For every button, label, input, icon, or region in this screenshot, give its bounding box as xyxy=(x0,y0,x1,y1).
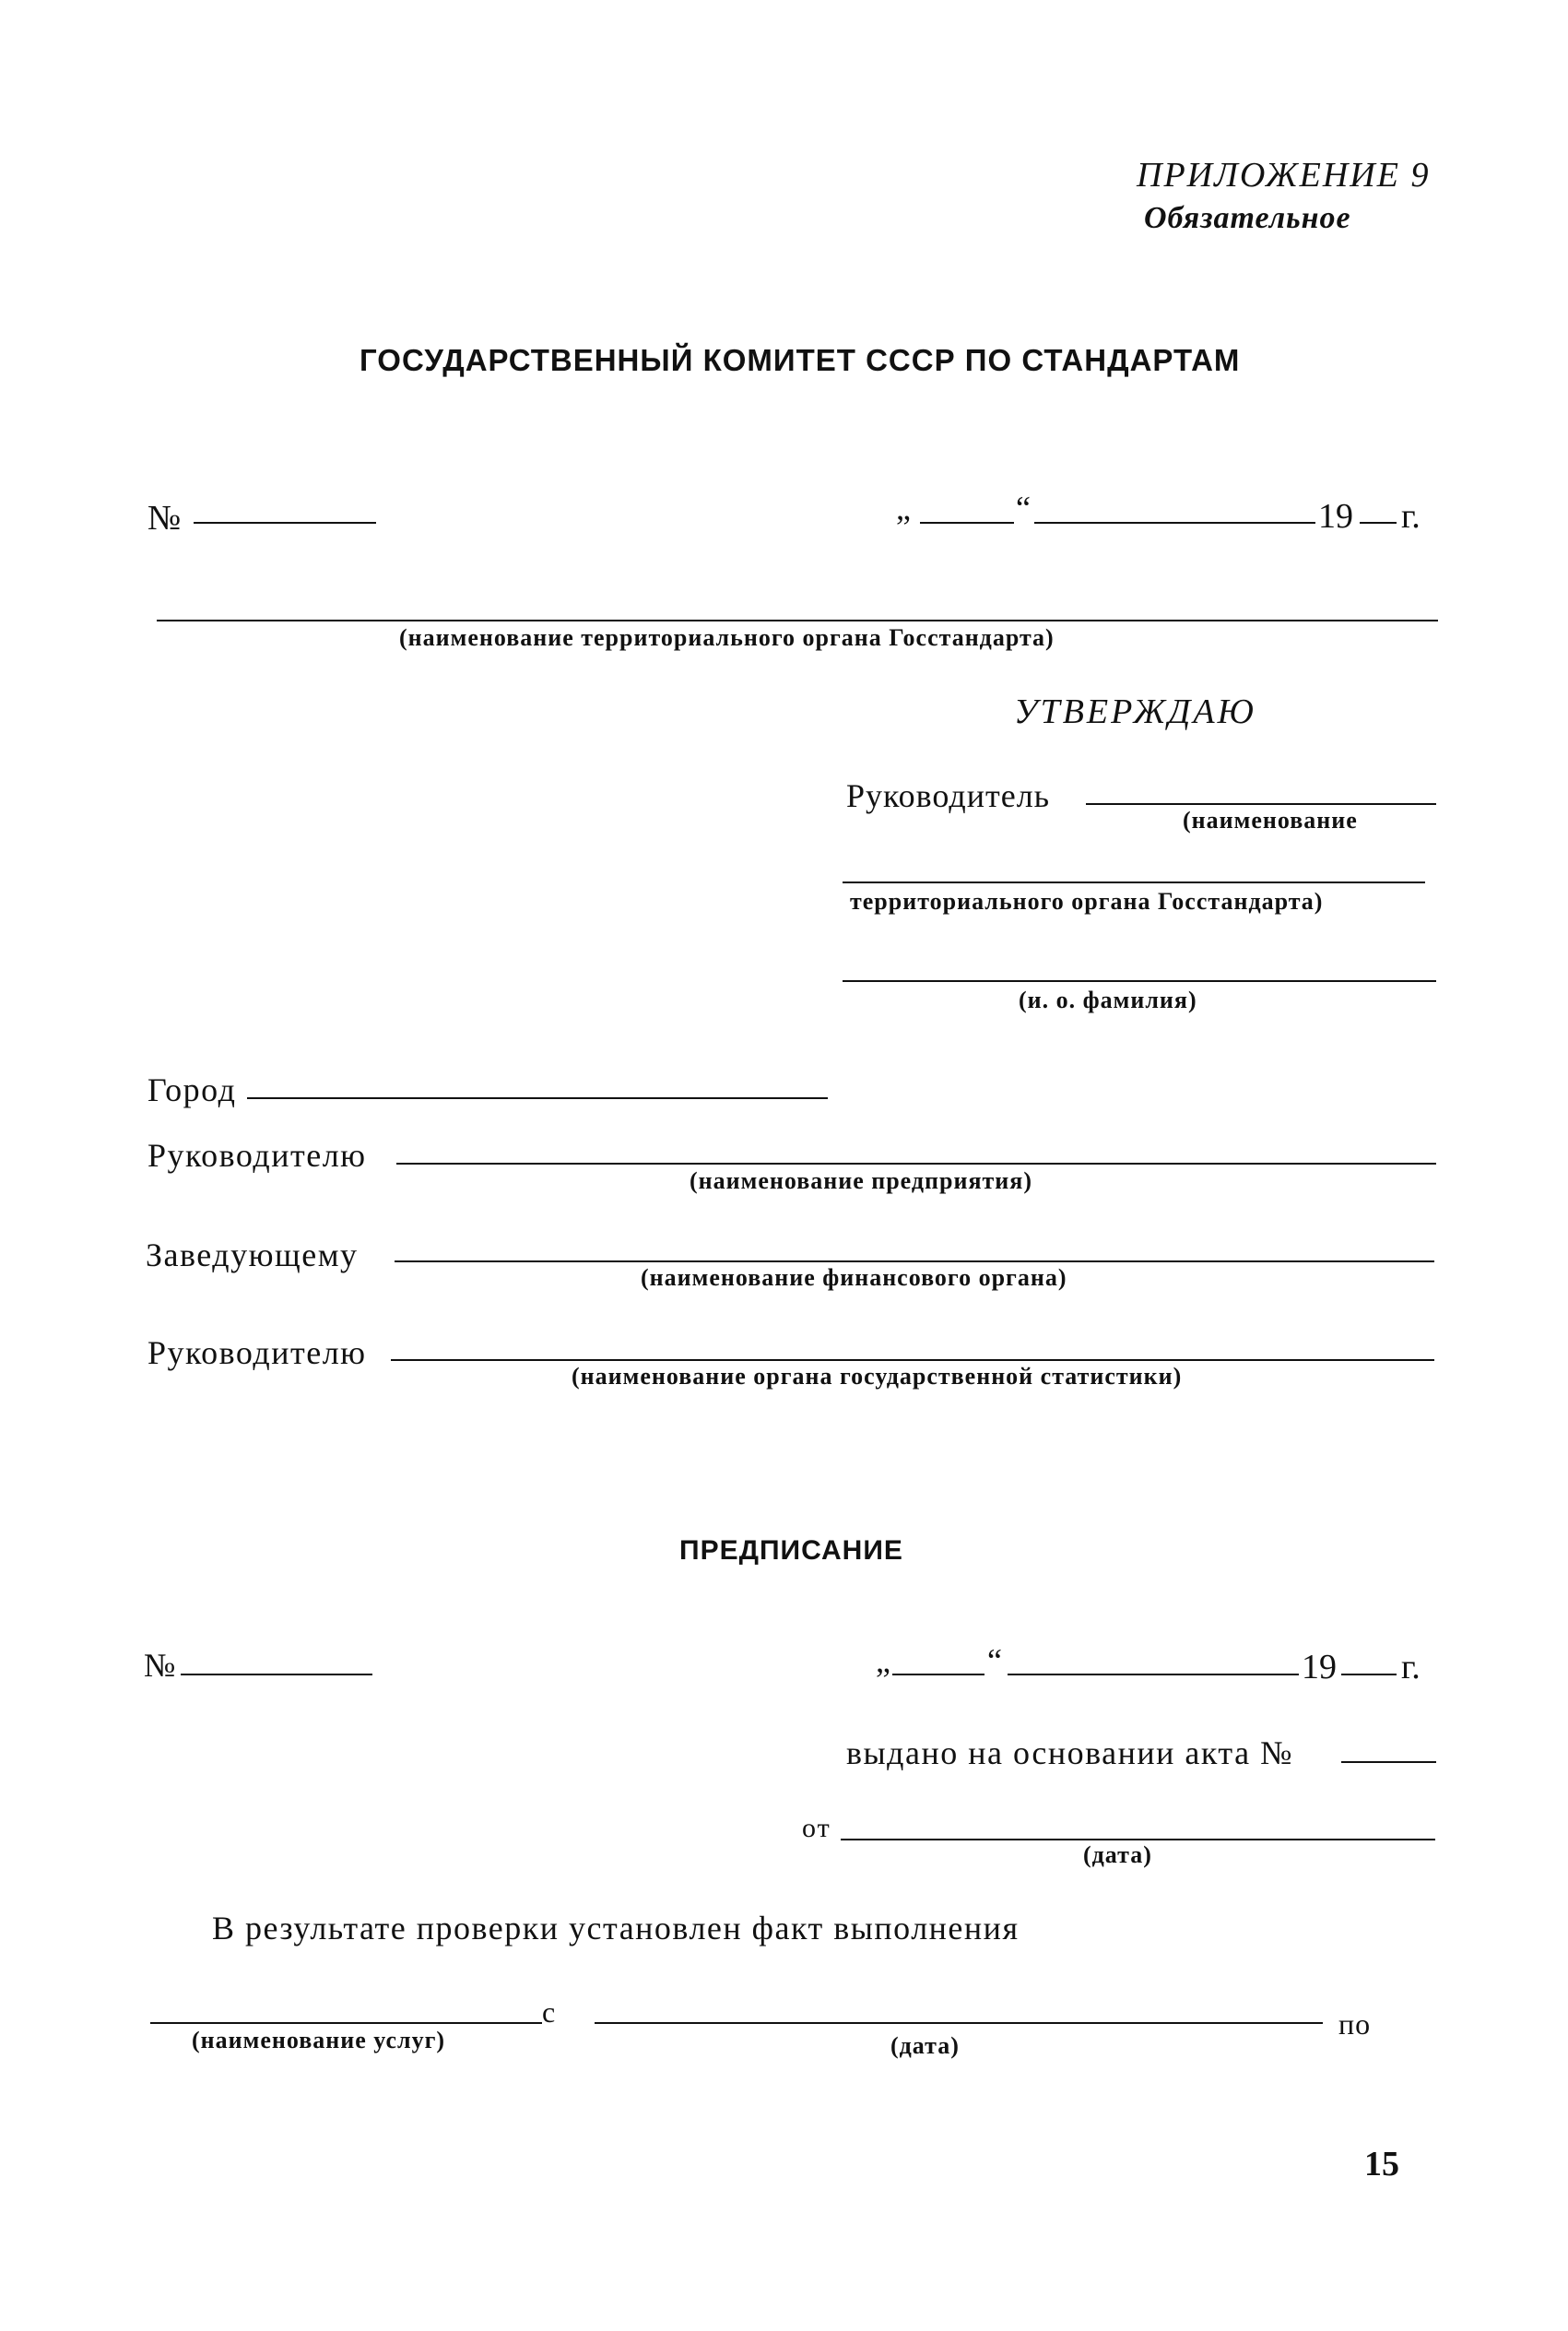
order-date-day-line xyxy=(892,1674,984,1675)
territorial-caption: (наименование территориального органа Госстандарта) xyxy=(399,624,1055,651)
act-date-caption: (дата) xyxy=(1083,1841,1152,1868)
services-date-caption: (дата) xyxy=(890,2032,960,2059)
number-sign: № xyxy=(147,499,182,538)
manager-label: Заведующему xyxy=(146,1236,359,1273)
year-line xyxy=(1360,522,1397,524)
year-prefix: 19 xyxy=(1318,497,1353,536)
enterprise-caption: (наименование предприятия) xyxy=(690,1167,1032,1194)
services-date-line xyxy=(595,2022,1323,2024)
city-label: Город xyxy=(147,1071,237,1108)
enterprise-line xyxy=(396,1163,1436,1165)
number-line xyxy=(194,522,376,524)
appendix-title: ПРИЛОЖЕНИЕ 9 xyxy=(1137,156,1431,195)
appendix-subtitle: Обязательное xyxy=(1144,201,1351,235)
approval-organ-line xyxy=(843,882,1425,883)
from-c: с xyxy=(542,1995,556,2029)
date-quote-close: “ xyxy=(1016,490,1031,527)
order-number-sign: № xyxy=(144,1647,176,1684)
order-year-suffix: г. xyxy=(1401,1648,1421,1686)
head1-label: Руководителю xyxy=(147,1137,367,1174)
act-number-line xyxy=(1341,1761,1436,1763)
to-label: по xyxy=(1338,2007,1372,2041)
date-month-line xyxy=(1034,522,1315,524)
stats-caption: (наименование органа государственной статистики) xyxy=(572,1363,1183,1390)
approval-fio-line xyxy=(843,980,1436,982)
year-suffix: г. xyxy=(1401,497,1421,536)
approval-caption-organ: территориального органа Госстандарта) xyxy=(850,888,1324,915)
date-quote-open: „ xyxy=(896,490,911,527)
order-date-month-line xyxy=(1008,1674,1299,1675)
issued-text: выдано на основании акта № xyxy=(846,1734,1293,1771)
from-label: от xyxy=(802,1813,831,1843)
approval-caption-fio: (и. о. фамилия) xyxy=(1019,987,1197,1013)
act-date-line xyxy=(841,1839,1435,1840)
committee-title: ГОСУДАРСТВЕННЫЙ КОМИТЕТ СССР ПО СТАНДАРТАМ xyxy=(360,343,1241,377)
approval-head-line xyxy=(1086,803,1436,805)
check-text: В результате проверки установлен факт выполнения xyxy=(212,1910,1020,1946)
order-number-line xyxy=(181,1674,372,1675)
approval-head-label: Руководитель xyxy=(846,777,1051,814)
order-year-prefix: 19 xyxy=(1302,1648,1337,1686)
territorial-line xyxy=(157,620,1438,621)
finance-caption: (наименование финансового органа) xyxy=(641,1264,1067,1291)
head2-label: Руководителю xyxy=(147,1334,367,1371)
date-day-line xyxy=(920,522,1014,524)
approve-label: УТВЕРЖДАЮ xyxy=(1014,692,1256,731)
order-date-quote-close: “ xyxy=(987,1642,1002,1679)
order-year-line xyxy=(1341,1674,1397,1675)
services-line xyxy=(150,2022,542,2024)
services-caption: (наименование услуг) xyxy=(192,2027,446,2053)
city-line xyxy=(247,1097,828,1099)
finance-line xyxy=(395,1260,1434,1262)
approval-caption-name: (наименование xyxy=(1183,807,1358,834)
page-number: 15 xyxy=(1364,2145,1399,2183)
order-title: ПРЕДПИСАНИЕ xyxy=(679,1535,903,1566)
stats-line xyxy=(391,1359,1434,1361)
order-date-quote-open: „ xyxy=(876,1642,890,1679)
